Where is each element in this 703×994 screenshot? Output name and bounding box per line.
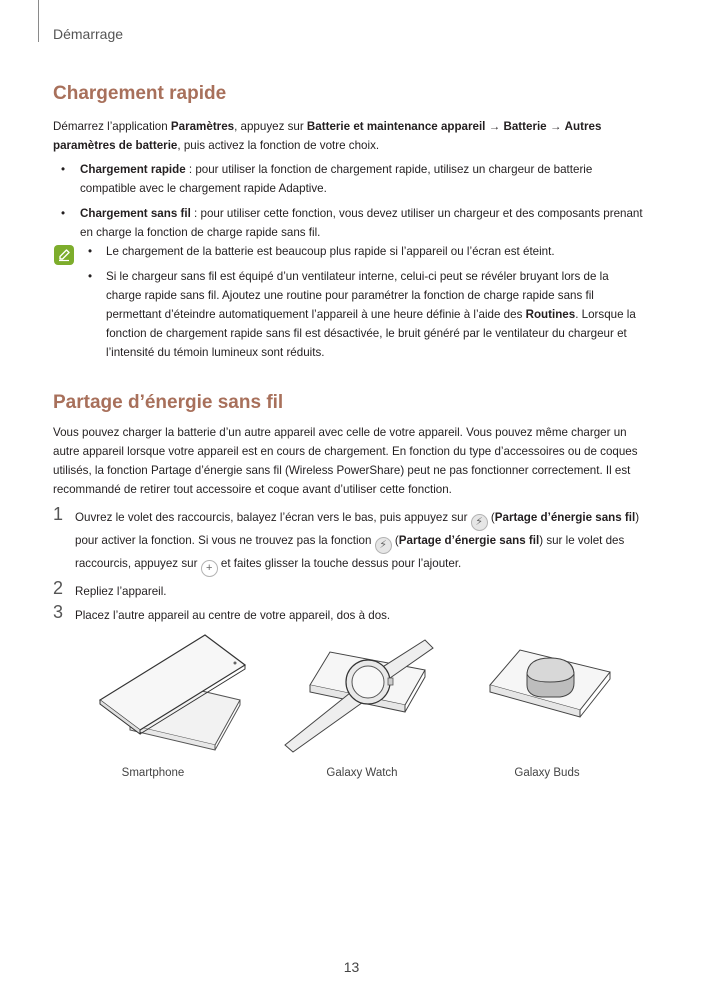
- wireless-powershare-icon: ⚡: [375, 537, 392, 554]
- step-number: 1: [53, 504, 64, 524]
- fast-charging-intro: Démarrez l’application Paramètres, appuyez sur Batterie et maintenance appareil → Batterie → Autres paramètres de batterie, puis activez la fonction de votre choix.: [53, 120, 602, 152]
- step-1: 1 Ouvrez le volet des raccourcis, balayez l’écran vers le bas, puis appuyez sur ⚡ (Partage d’énergie sans fil) pour activer la fonction. Si vous ne trouvez pas la fonction ⚡ (Partage d’énergie sans fil) sur le volet des raccourcis, appuyez sur + et faites glisser la touche dessus pour l’ajouter.: [53, 508, 645, 577]
- section-title-fast-charging: Chargement rapide: [53, 83, 227, 104]
- note-item: • Si le chargeur sans fil est équipé d’un ventilateur interne, celui-ci peut se révéler bruyant lors de la charge rapide sans fil. Ajoutez une routine pour paramétrer la fonction de charge rapide sans fil permettant d’éteindre automatiquement l’appareil à une heure définie à l’aide des Routines. Lorsque la fonction de chargement rapide sans fil est désactivée, le bruit généré par le ventilateur du chargeur et l’intensité du témoin lumineux sont réduits.: [88, 270, 636, 359]
- wireless-powershare-intro: Vous pouvez charger la batterie d’un autre appareil avec celle de votre appareil. Vous pouvez même charger un autre appareil lorsque votre appareil est en cours de chargement. En fonction du type d’accessoires ou de coques utilisés, la fonction Partage d’énergie sans fil (Wireless PowerShare) peut ne pas fonctionner correctement. Il est recommandé de retirer tout accessoire et coque avant d’utiliser cette fonction.: [53, 426, 638, 496]
- bullet-dot: •: [61, 207, 66, 220]
- section-title-wireless-powershare: Partage d’énergie sans fil: [53, 392, 284, 413]
- figure-caption-smartphone: Smartphone: [121, 767, 185, 779]
- smartphone-illustration: [80, 630, 260, 755]
- bullet-dot: •: [61, 163, 66, 176]
- list-item: • Chargement rapide : pour utiliser la fonction de chargement rapide, utilisez un chargeur de batterie compatible avec le chargement rapide Adaptive.: [53, 160, 645, 198]
- header-rule: [38, 0, 39, 42]
- step-2: 2 Repliez l’appareil.: [53, 578, 167, 598]
- wireless-powershare-icon: ⚡: [471, 514, 488, 531]
- galaxy-watch-illustration: [265, 630, 445, 755]
- steps-list: [53, 504, 645, 630]
- step-number: 2: [53, 578, 64, 598]
- step-number: 3: [53, 602, 64, 622]
- note-block: [53, 242, 645, 368]
- note-icon: [54, 245, 74, 265]
- fast-charging-options: [53, 160, 645, 248]
- figure-caption-galaxy-buds: Galaxy Buds: [514, 767, 580, 779]
- list-item: • Chargement sans fil : pour utiliser cette fonction, vous devez utiliser un chargeur et des composants prenant en charge la fonction de charge rapide sans fil.: [53, 204, 645, 242]
- running-head: Démarrage: [53, 26, 124, 42]
- note-item: • Le chargement de la batterie est beaucoup plus rapide si l’appareil ou l’écran est éteint.: [88, 245, 555, 258]
- add-icon: +: [201, 560, 218, 577]
- step-3: 3 Placez l’autre appareil au centre de votre appareil, dos à dos.: [53, 602, 391, 622]
- page-number: 13: [343, 959, 360, 975]
- figure-caption-galaxy-watch: Galaxy Watch: [326, 767, 398, 779]
- galaxy-buds-illustration: [470, 630, 650, 755]
